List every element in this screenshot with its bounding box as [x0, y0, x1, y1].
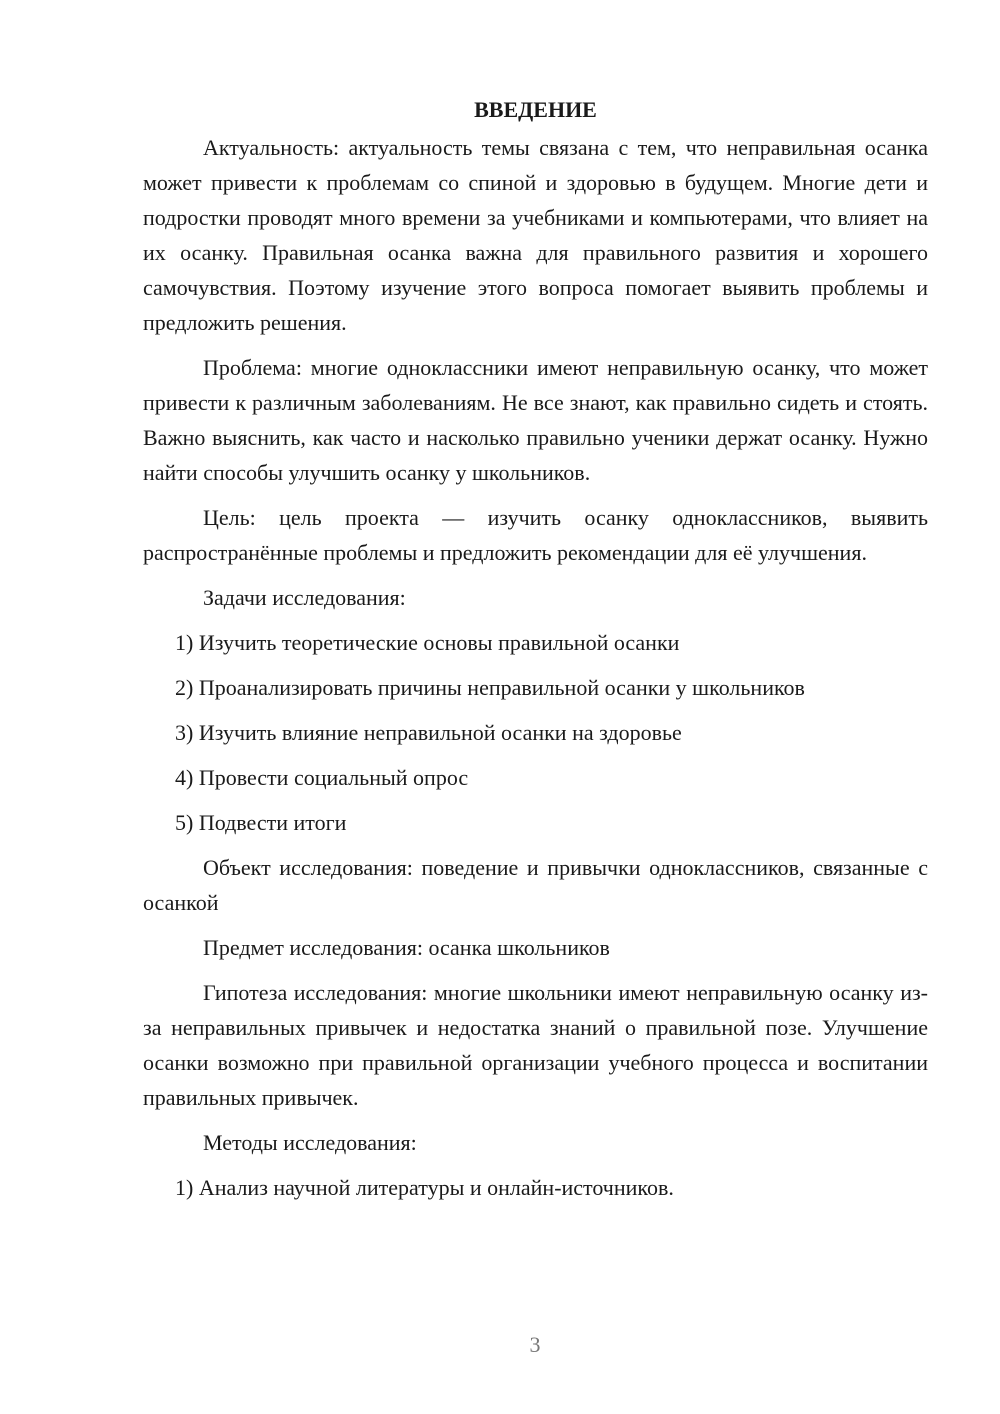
subject-paragraph: Предмет исследования: осанка школьников [203, 935, 610, 960]
task-item: 2) Проанализировать причины неправильной осанки у школьников [175, 675, 805, 700]
relevance-paragraph: Актуальность: актуальность темы связана с тем, что неправильная осанка может привести к проблемам со спиной и здоровью в будущем. Многие дети и подростки проводят много времени за учебниками и компьютерами, что влияет на их осанку. Правильная осанка важна для правильного развития и хорошего самочувствия. Поэтому изучение этого вопроса помогает выявить проблемы и предложить решения. [143, 135, 928, 335]
object-paragraph: Объект исследования: поведение и привычки одноклассников, связанные с осанкой [143, 855, 928, 915]
task-item: 4) Провести социальный опрос [175, 765, 469, 790]
task-item: 3) Изучить влияние неправильной осанки на здоровье [175, 720, 682, 745]
page-number: 3 [529, 1332, 541, 1357]
problem-paragraph: Проблема: многие одноклассники имеют неправильную осанку, что может привести к различным заболеваниям. Не все знают, как правильно сидеть и стоять. Важно выяснить, как часто и насколько правильно ученики держат осанку. Нужно найти способы улучшить осанку у школьников. [143, 355, 928, 485]
hypothesis-paragraph: Гипотеза исследования: многие школьники имеют неправильную осанку из-за неправильных привычек и недостатка знаний о правильной позе. Улучшение осанки возможно при правильной организации учебного процесса и воспитании правильных привычек. [143, 980, 928, 1110]
methods-heading: Методы исследования: [203, 1130, 417, 1155]
method-item: 1) Анализ научной литературы и онлайн-источников. [175, 1175, 674, 1200]
tasks-heading: Задачи исследования: [203, 585, 406, 610]
document-page [143, 92, 928, 1215]
task-item: 5) Подвести итоги [175, 810, 347, 835]
task-item: 1) Изучить теоретические основы правильной осанки [175, 630, 680, 655]
goal-paragraph: Цель: цель проекта — изучить осанку одноклассников, выявить распространённые проблемы и предложить рекомендации для её улучшения. [143, 505, 928, 565]
section-title: ВВЕДЕНИЕ [474, 97, 597, 122]
